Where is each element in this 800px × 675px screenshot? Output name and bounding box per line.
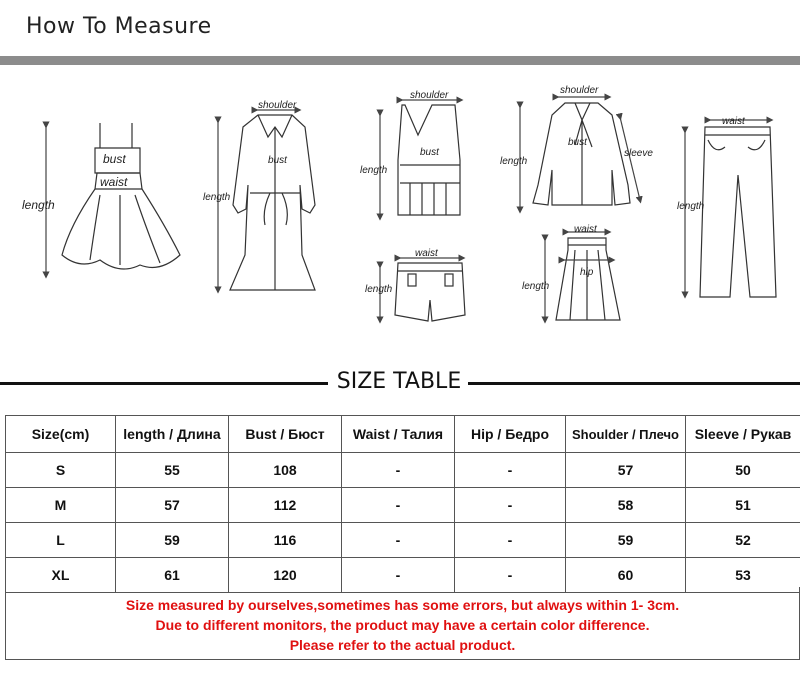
shorts-waist-label: waist <box>415 248 438 259</box>
dress-waist-label: waist <box>100 175 128 189</box>
table-row <box>6 488 800 523</box>
vest-shoulder-label: shoulder <box>410 90 449 101</box>
shorts-illustration <box>395 263 465 321</box>
note-color-difference: Due to different monitors, the product may have a certain color difference. <box>155 617 650 633</box>
dress-bust-label: bust <box>103 152 126 166</box>
size-table-heading <box>0 368 800 398</box>
page-title: How To Measure <box>26 14 212 39</box>
skirt-length-label: length <box>522 281 550 292</box>
cell-bust: 112 <box>229 488 342 523</box>
cell-sleeve: 51 <box>686 488 800 523</box>
pants-waist-label: waist <box>722 116 745 127</box>
measurement-diagrams <box>0 75 800 355</box>
header-length: length / Длина <box>116 416 229 453</box>
dress-length-label: length <box>22 198 55 212</box>
header <box>0 0 800 62</box>
skirt-hip-label: hip <box>580 267 594 278</box>
heading-rule-left <box>0 382 328 385</box>
header-shoulder: Shoulder / Плечо <box>566 416 686 453</box>
size-table <box>5 415 800 593</box>
blouse-length-label: length <box>500 156 528 167</box>
cell-size: S <box>6 453 116 488</box>
cell-length: 57 <box>116 488 229 523</box>
blouse-illustration <box>533 103 630 205</box>
coat-illustration <box>230 115 315 290</box>
cell-hip: - <box>455 558 566 593</box>
skirt-illustration <box>556 238 620 320</box>
cell-waist: - <box>342 453 455 488</box>
note-measurement-error: Size measured by ourselves,sometimes has some errors, but always within 1- 3cm. <box>125 597 680 613</box>
cell-sleeve: 50 <box>686 453 800 488</box>
header-size: Size(cm) <box>6 416 116 453</box>
coat-shoulder-label: shoulder <box>258 100 297 111</box>
cell-sleeve: 52 <box>686 523 800 558</box>
size-notes <box>5 587 800 660</box>
cell-bust: 108 <box>229 453 342 488</box>
cell-length: 61 <box>116 558 229 593</box>
blouse-shoulder-label: shoulder <box>560 85 599 96</box>
cell-sleeve: 53 <box>686 558 800 593</box>
cell-waist: - <box>342 558 455 593</box>
cell-waist: - <box>342 488 455 523</box>
header-sleeve: Sleeve / Рукав <box>686 416 800 453</box>
vest-bust-label: bust <box>420 147 439 158</box>
cell-bust: 120 <box>229 558 342 593</box>
cell-shoulder: 59 <box>566 523 686 558</box>
heading-rule-right <box>468 382 800 385</box>
table-row <box>6 453 800 488</box>
dress-illustration <box>62 123 180 269</box>
pants-length-label: length <box>677 201 705 212</box>
cell-length: 55 <box>116 453 229 488</box>
cell-size: M <box>6 488 116 523</box>
cell-hip: - <box>455 488 566 523</box>
coat-length-label: length <box>203 192 231 203</box>
cell-size: XL <box>6 558 116 593</box>
blouse-sleeve-label: sleeve <box>624 148 653 159</box>
garment-illustrations <box>0 75 800 355</box>
coat-bust-label: bust <box>268 155 287 166</box>
header-waist: Waist / Талия <box>342 416 455 453</box>
note-refer-actual: Please refer to the actual product. <box>289 637 516 653</box>
cell-hip: - <box>455 523 566 558</box>
cell-hip: - <box>455 453 566 488</box>
skirt-waist-label: waist <box>574 224 597 235</box>
section-title: SIZE TABLE <box>336 369 462 394</box>
blouse-bust-label: bust <box>568 137 587 148</box>
vest-length-label: length <box>360 165 388 176</box>
cell-length: 59 <box>116 523 229 558</box>
cell-bust: 116 <box>229 523 342 558</box>
cell-shoulder: 57 <box>566 453 686 488</box>
pants-illustration <box>700 127 776 297</box>
header-hip: Hip / Бедро <box>455 416 566 453</box>
cell-shoulder: 58 <box>566 488 686 523</box>
cell-waist: - <box>342 523 455 558</box>
table-header-row <box>6 416 800 453</box>
cell-size: L <box>6 523 116 558</box>
table-row <box>6 523 800 558</box>
header-bust: Bust / Бюст <box>229 416 342 453</box>
cell-shoulder: 60 <box>566 558 686 593</box>
shorts-length-label: length <box>365 284 393 295</box>
vest-illustration <box>398 105 460 215</box>
header-divider <box>0 56 800 65</box>
